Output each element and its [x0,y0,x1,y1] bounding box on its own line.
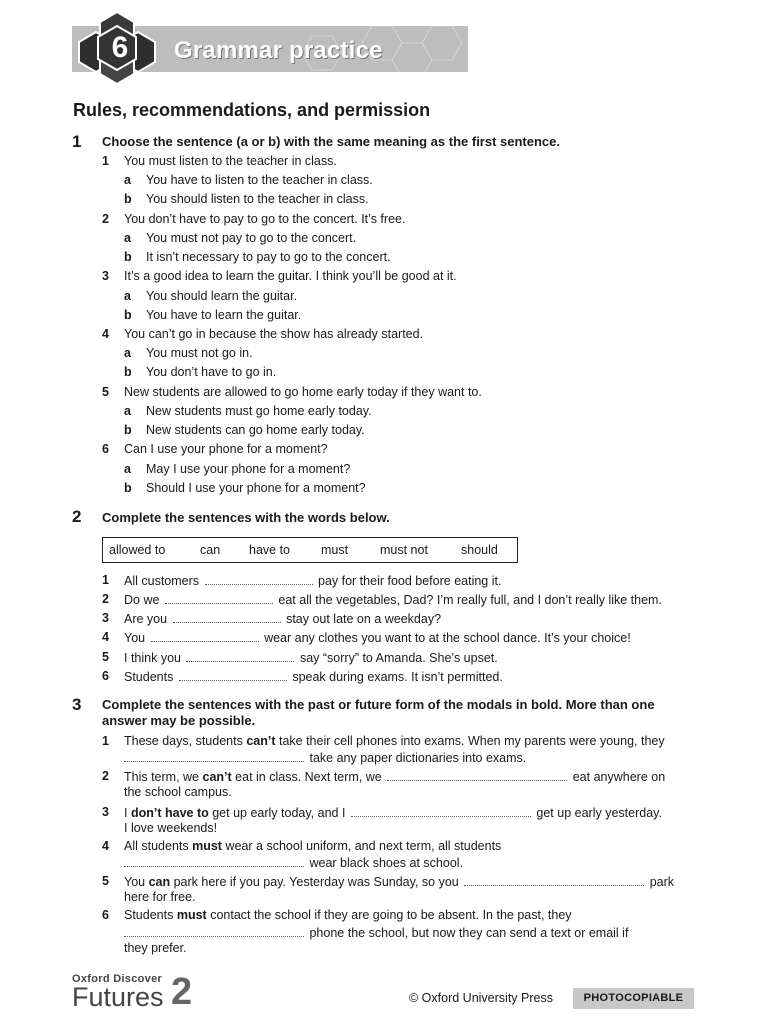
question-number: 6 [102,669,109,683]
option-a-text: May I use your phone for a moment? [146,462,351,476]
question-number: 1 [102,154,109,168]
list-item-continuation: the school campus. [124,785,232,799]
option-label-a: a [124,231,131,245]
exercise-3-number: 3 [72,695,82,714]
answer-blank[interactable] [464,873,644,886]
sentence-start: Students [124,670,174,684]
option-a-text: You should learn the guitar. [146,289,298,303]
option-label-a: a [124,289,131,303]
sentence-start: You [124,631,146,645]
unit-number: 6 [111,31,129,64]
list-item [124,649,498,666]
word-bank [102,537,518,563]
option-label-a: a [124,462,131,476]
option-b-text: You should listen to the teacher in class. [146,192,369,206]
modal-bold: can’t [202,770,232,784]
sentence-part: take any paper dictionaries into exams. [309,751,527,765]
sentence-part: Students [124,908,174,922]
answer-blank[interactable] [205,572,313,585]
sentence-start: I think you [124,651,181,665]
sentence-part: wear a school uniform, and next term, all students [225,839,502,853]
answer-blank[interactable] [151,629,259,642]
answer-blank[interactable] [186,649,294,662]
sentence-part: You [124,875,146,889]
word-bank-item: should [461,543,498,557]
list-item [124,873,674,890]
list-item [124,629,631,646]
sentence-start: All customers [124,574,200,588]
question-number: 5 [102,650,109,664]
sentence-end: wear any clothes you want to at the school dance. It’s your choice! [264,631,631,645]
answer-blank[interactable] [124,854,304,867]
question-number: 6 [102,908,109,922]
list-item [124,804,662,821]
sentence-part: eat anywhere on [572,770,666,784]
option-label-b: b [124,423,132,437]
page-title: Grammar practice [174,37,383,64]
question-text: You don’t have to pay to go to the concert. It’s free. [124,212,406,226]
option-a-text: You must not pay to go to the concert. [146,231,357,245]
modal-bold: must [192,839,222,853]
modal-bold: can’t [246,734,276,748]
question-number: 4 [102,327,109,341]
answer-blank[interactable] [124,749,304,762]
sentence-part: park here if you pay. Yesterday was Sunday, so you [173,875,459,889]
option-label-a: a [124,346,131,360]
option-label-b: b [124,250,132,264]
answer-blank[interactable] [173,610,281,623]
question-number: 2 [102,212,109,226]
sentence-start: Are you [124,612,168,626]
question-number: 3 [102,805,109,819]
option-label-b: b [124,308,132,322]
sentence-part: eat in class. Next term, we [235,770,382,784]
word-bank-item: must not [380,543,428,557]
question-number: 5 [102,874,109,888]
modal-bold: must [176,908,207,922]
sentence-end: eat all the vegetables, Dad? I’m really full, and I don’t really like them. [278,593,662,607]
option-a-text: You have to listen to the teacher in class. [146,173,373,187]
list-item [124,768,665,785]
list-item [124,733,665,749]
exercise-1-instruction: Choose the sentence (a or b) with the same meaning as the first sentence. [102,134,561,149]
question-text: It’s a good idea to learn the guitar. I think you’ll be good at it. [124,269,457,283]
word-bank-item: can [200,543,221,557]
option-label-b: b [124,481,132,495]
option-b-text: You have to learn the guitar. [146,308,302,322]
sentence-end: pay for their food before eating it. [318,574,502,588]
list-item [124,907,572,923]
word-bank-item: have to [249,543,291,557]
copyright-notice: © Oxford University Press [409,991,553,1005]
series-level-number: 2 [171,971,193,1013]
question-number: 6 [102,442,109,456]
sentence-part: wear black shoes at school. [309,856,464,870]
sentence-end: stay out late on a weekday? [286,612,442,626]
sentence-part: This term, we [124,770,200,784]
sentence-part: get up early yesterday. [536,806,662,820]
sentence-end: speak during exams. It isn’t permitted. [292,670,503,684]
list-item [124,668,503,685]
question-number: 3 [102,269,109,283]
answer-blank[interactable] [165,591,273,604]
question-number: 1 [102,734,109,748]
list-item-continuation: they prefer. [124,941,187,955]
option-label-b: b [124,365,132,379]
question-text: New students are allowed to go home early today if they want to. [124,385,482,399]
question-text: You must listen to the teacher in class. [124,154,337,168]
option-label-a: a [124,404,131,418]
modal-bold: don’t have to [130,806,209,820]
exercise-1-number: 1 [72,132,82,151]
exercise-2-number: 2 [72,507,82,526]
option-a-text: You must not go in. [146,346,253,360]
series-logo: Futures [72,982,164,1012]
question-number: 2 [102,769,109,783]
list-item-continuation [124,854,463,871]
question-text: Can I use your phone for a moment? [124,442,328,456]
sentence-part: All students [124,839,189,853]
question-number: 3 [102,611,109,625]
sentence-part: I [124,806,128,820]
sentence-part: take their cell phones into exams. When my parents were young, they [278,734,665,748]
question-number: 4 [102,839,109,853]
answer-blank[interactable] [124,924,304,937]
answer-blank[interactable] [179,668,287,681]
word-bank-item: must [321,543,349,557]
modal-bold: can [148,875,171,889]
question-number: 5 [102,385,109,399]
answer-blank[interactable] [351,804,531,817]
option-b-text: Should I use your phone for a moment? [146,481,366,495]
option-b-text: You don’t have to go in. [146,365,277,379]
section-heading: Rules, recommendations, and permission [73,100,431,120]
sentence-part: These days, students [124,734,243,748]
question-number: 1 [102,573,109,587]
word-bank-item: allowed to [109,543,166,557]
exercise-3-instruction: Complete the sentences with the past or future form of the modals in bold. More than one answer may be possible. [102,697,655,728]
sentence-start: Do we [124,593,160,607]
question-number: 4 [102,630,109,644]
publisher-logo-top: Oxford Discover [72,973,163,985]
option-label-a: a [124,173,131,187]
answer-blank[interactable] [387,768,567,781]
option-b-text: It isn’t necessary to pay to go to the concert. [146,250,391,264]
option-label-b: b [124,192,132,206]
list-item [124,610,441,627]
option-a-text: New students must go home early today. [146,404,372,418]
sentence-part: phone the school, but now they can send a text or email if [309,926,629,940]
list-item-continuation: I love weekends! [124,821,218,835]
option-b-text: New students can go home early today. [146,423,365,437]
list-item [124,591,662,608]
question-text: You can’t go in because the show has already started. [124,327,424,341]
question-number: 2 [102,592,109,606]
exercise-2-instruction: Complete the sentences with the words below. [102,510,390,525]
list-item-continuation [124,749,526,766]
sentence-part: get up early today, and I [212,806,346,820]
sentence-end: say “sorry” to Amanda. She’s upset. [299,651,498,665]
list-item-continuation [124,924,628,941]
list-item-continuation: here for free. [124,890,196,904]
sentence-part: park [649,875,675,889]
list-item [124,838,501,854]
sentence-part: contact the school if they are going to be absent. In the past, they [210,908,572,922]
photocopiable-badge: PHOTOCOPIABLE [573,988,694,1009]
list-item [124,572,501,589]
